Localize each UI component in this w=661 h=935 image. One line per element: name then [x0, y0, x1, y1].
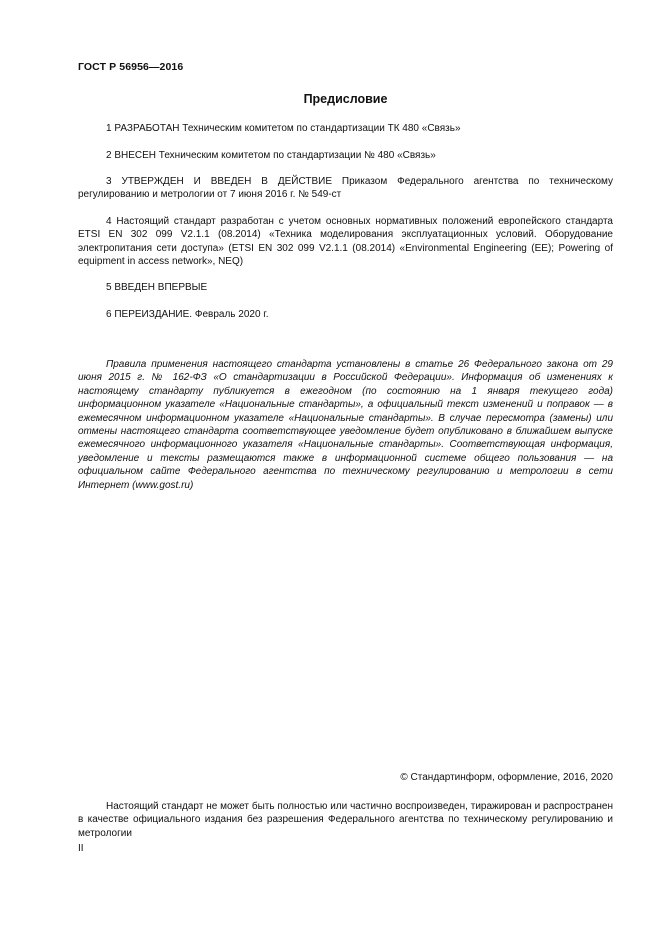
- preface-title: Предисловие: [303, 92, 388, 106]
- standard-code: ГОСТ Р 56956—2016: [78, 61, 184, 73]
- copyright-line: © Стандартинформ, оформление, 2016, 2020: [400, 772, 613, 783]
- preface-item-2: 2 ВНЕСЕН Техническим комитетом по стандартизации № 480 «Связь»: [106, 150, 436, 161]
- preface-item-6: 6 ПЕРЕИЗДАНИЕ. Февраль 2020 г.: [106, 309, 269, 320]
- preface-item-4: 4 Настоящий стандарт разработан с учетом основных нормативных положений европейского стандарта ETSI EN 302 099 V2.1.1 (08.2014) «Техника моделирования эксплуатационных условий. Оборудование электропитания сети доступа» (ETSI EN 302 099 V2.1.1 (08.2014) «Environmental Engineering (EE); Powering of equipment in access network», NEQ): [78, 216, 613, 268]
- preface-item-3: 3 УТВЕРЖДЕН И ВВЕДЕН В ДЕЙСТВИЕ Приказом Федерального агентства по техническому регулированию и метрологии от 7 июня 2016 г. № 549-ст: [78, 176, 613, 201]
- reproduction-notice: Настоящий стандарт не может быть полностью или частично воспроизведен, тиражирован и распространен в качестве официального издания без разрешения Федерального агентства по техническому регулированию и метрологии: [78, 801, 613, 839]
- preface-item-5: 5 ВВЕДЕН ВПЕРВЫЕ: [106, 282, 208, 293]
- preface-item-1: 1 РАЗРАБОТАН Техническим комитетом по стандартизации ТК 480 «Связь»: [106, 123, 461, 134]
- application-rules-notice: Правила применения настоящего стандарта установлены в статье 26 Федерального закона от 29 июня 2015 г. № 162-ФЗ «О стандартизации в Российской Федерации». Информация об изменениях к настоящему стандарту публикуется в ежегодном (по состоянию на 1 января текущего года) информационном указателе «Национальные стандарты», а официальный текст изменений и поправок — в ежемесячном информационном указателе «Национальные стандарты». В случае пересмотра (замены) или отмены настоящего стандарта соответствующее уведомление будет опубликовано в ближайшем выпуске ежемесячного информационного указателя «Национальные стандарты». Соответствующая информация, уведомление и тексты размещаются также в информационной системе общего пользования — на официальном сайте Федерального агентства по техническому регулированию и метрологии в сети Интернет (www.gost.ru): [78, 359, 613, 491]
- page-number: II: [78, 843, 84, 854]
